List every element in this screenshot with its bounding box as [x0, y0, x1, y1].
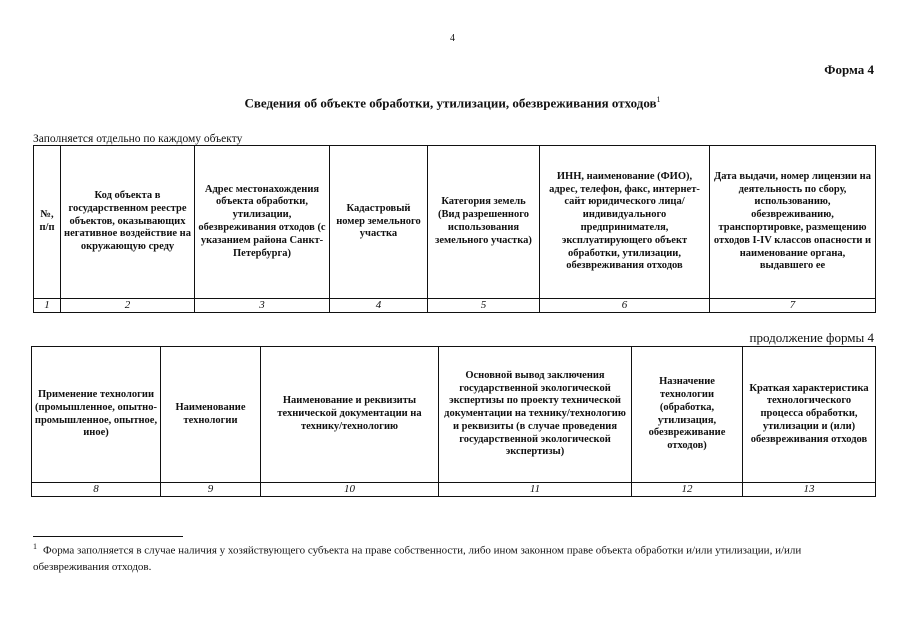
header-cell-address: Адрес местонахождения объекта обработки, утилизации, обезвреживания отходов (с указанием района Санкт-Петербурга)	[195, 146, 330, 299]
column-number: 2	[61, 299, 195, 313]
column-number: 13	[743, 483, 876, 497]
footnote-text: Форма заполняется в случае наличия у хозяйствующего субъекта на праве собственности, либо ином законном праве объекта обработки и/или утилизации, и/или обезвреживания отходов.	[33, 544, 802, 574]
column-number: 1	[34, 299, 61, 313]
column-number: 6	[540, 299, 710, 313]
header-cell-technology-purpose: Назначение технологии (обработка, утилизация, обезвреживание отходов)	[632, 347, 743, 483]
table-header-row	[32, 347, 876, 483]
header-cell-technology-application: Применение технологии (промышленное, опытно-промышленное, опытное, иное)	[32, 347, 161, 483]
header-cell-technology-name: Наименование технологии	[161, 347, 261, 483]
header-cell-process-description: Краткая характеристика технологического процесса обработки, утилизации и (или) обезвреживания отходов	[743, 347, 876, 483]
header-cell-registry-code: Код объекта в государственном реестре объектов, оказывающих негативное воздействие на окружающую среду	[61, 146, 195, 299]
column-number: 8	[32, 483, 161, 497]
fill-note: Заполняется отдельно по каждому объекту	[33, 133, 243, 145]
column-number: 4	[330, 299, 428, 313]
column-number: 10	[261, 483, 439, 497]
column-number: 3	[195, 299, 330, 313]
objects-table	[33, 145, 876, 313]
header-cell-technical-documentation: Наименование и реквизиты технической документации на технику/технологию	[261, 347, 439, 483]
column-number: 5	[428, 299, 540, 313]
header-cell-license: Дата выдачи, номер лицензии на деятельность по сбору, использованию, обезвреживанию, транспортировке, размещению отходов I-IV классов опасности и наименование органа, выдавшего ее	[710, 146, 876, 299]
document-title	[0, 95, 905, 111]
header-cell-operator: ИНН, наименование (ФИО), адрес, телефон, факс, интернет-сайт юридического лица/ индивидуального предпринимателя, эксплуатирующего объект обработки, утилизации, обезвреживания отходов	[540, 146, 710, 299]
column-number: 11	[439, 483, 632, 497]
table-header-row	[34, 146, 876, 299]
column-number: 9	[161, 483, 261, 497]
footnote-divider	[33, 536, 183, 537]
title-footnote-mark: 1	[656, 95, 661, 104]
form-label: Форма 4	[824, 62, 874, 77]
header-cell-number: №, п/п	[34, 146, 61, 299]
footnote	[33, 541, 853, 576]
footnote-mark: 1	[33, 542, 37, 551]
column-number: 7	[710, 299, 876, 313]
column-number-row	[34, 299, 876, 313]
title-text: Сведения об объекте обработки, утилизации, обезвреживания отходов	[244, 95, 657, 111]
continuation-label: продолжение формы 4	[749, 330, 874, 345]
column-number-row	[32, 483, 876, 497]
header-cell-cadastral-number: Кадастровый номер земельного участка	[330, 146, 428, 299]
page-number: 4	[450, 33, 455, 44]
header-cell-expertise-conclusion: Основной вывод заключения государственной экологической экспертизы по проекту технической документации на технику/технологию и реквизиты (в случае проведения государственной экологической экспертизы)	[439, 347, 632, 483]
column-number: 12	[632, 483, 743, 497]
header-cell-land-category: Категория земель (Вид разрешенного использования земельного участка)	[428, 146, 540, 299]
technology-table	[31, 346, 876, 497]
